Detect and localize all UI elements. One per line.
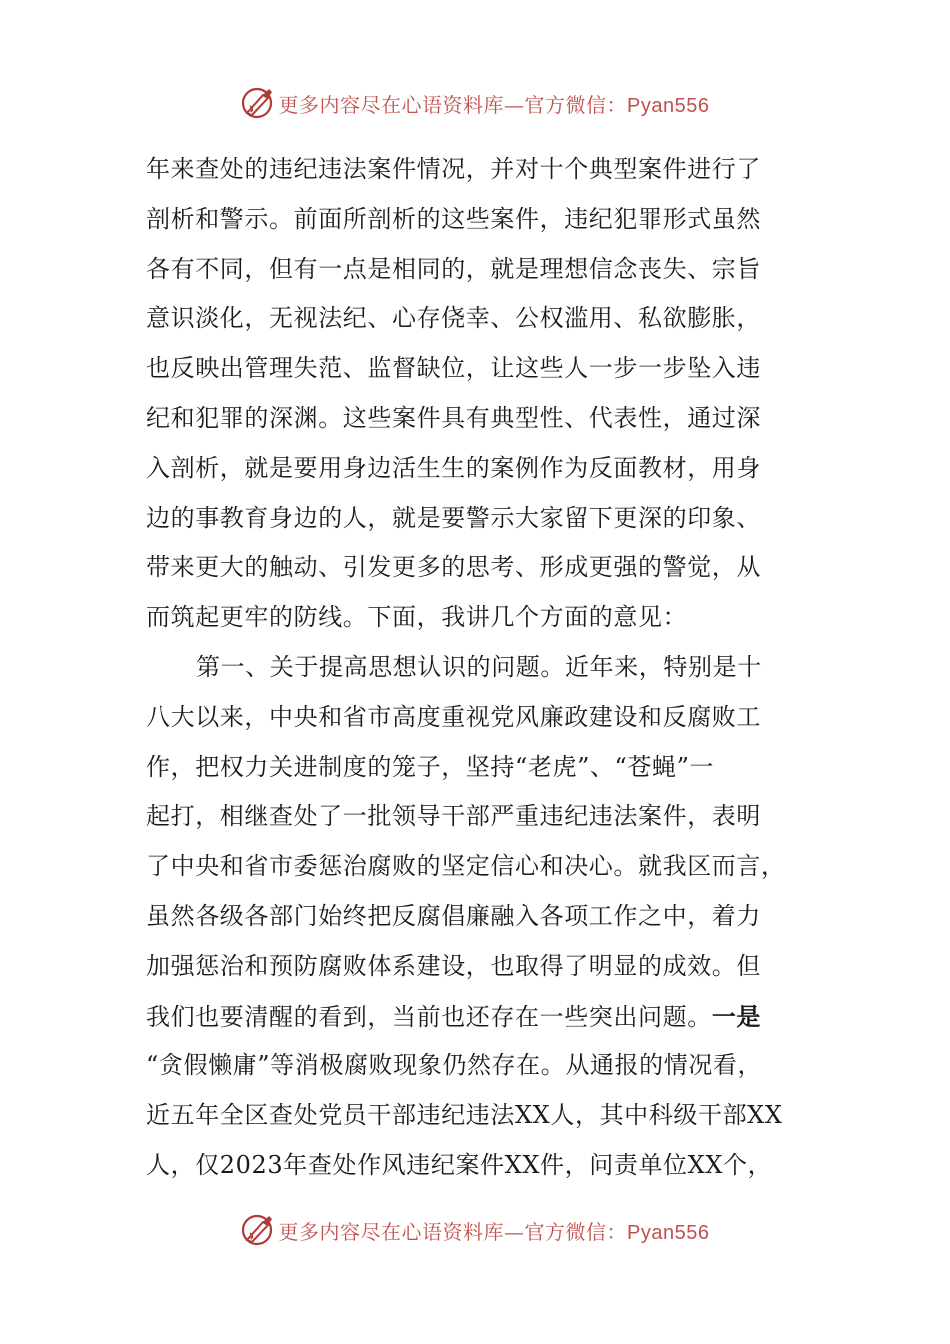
header-banner-text: 更多内容尽在心语资料库—官方微信：Pyan556 [278, 92, 710, 117]
footer-banner-text: 更多内容尽在心语资料库—官方微信：Pyan556 [278, 1219, 710, 1244]
body-line: 年来查处的违纪违法案件情况，并对十个典型案件进行了 [146, 155, 761, 183]
pen-logo-icon [241, 86, 275, 120]
body-line: 加强惩治和预防腐败体系建设，也取得了明显的成效。但 [146, 951, 761, 980]
body-line: 起打，相继查处了一批领导干部严重违纪违法案件，表明 [146, 802, 761, 831]
body-line: 人，仅2023年查处作风违纪案件XX件，问责单位XX个， [146, 1150, 773, 1179]
header-banner [0, 83, 950, 123]
body-line-paragraph-start: 第一、关于提高思想认识的问题。近年来，特别是十 [196, 652, 762, 681]
body-line: 八大以来，中央和省市高度重视党风廉政建设和反腐败工 [146, 702, 761, 731]
body-line: “贪假懒庸”等消极腐败现象仍然存在。从通报的情况看， [146, 1051, 763, 1080]
body-line: 虽然各级各部门始终把反腐倡廉融入各项工作之中，着力 [146, 901, 761, 930]
body-line: 而筑起更牢的防线。下面，我讲几个方面的意见： [146, 603, 688, 632]
body-line: 边的事教育身边的人，就是要警示大家留下更深的印象、 [146, 503, 761, 532]
pen-logo-icon [241, 1213, 275, 1247]
body-line: 带来更大的触动、引发更多的思考、形成更强的警觉，从 [146, 553, 761, 582]
body-line-with-bold [146, 992, 806, 1042]
header-wechat-id: Pyan556 [627, 94, 710, 117]
body-line: 剖析和警示。前面所剖析的这些案件，违纪犯罪形式虽然 [146, 204, 761, 233]
body-line: 也反映出管理失范、监督缺位，让这些人一步一步坠入违 [146, 354, 761, 383]
body-line: 纪和犯罪的深渊。这些案件具有典型性、代表性，通过深 [146, 403, 761, 432]
document-body [146, 145, 806, 1191]
footer-wechat-id: Pyan556 [627, 1221, 710, 1244]
body-line: 意识淡化，无视法纪、心存侥幸、公权滥用、私欲膨胀， [146, 304, 761, 333]
body-line: 入剖析，就是要用身边活生生的案例作为反面教材，用身 [146, 453, 761, 482]
bold-marker: 一是 [711, 1001, 762, 1031]
body-line: 近五年全区查处党员干部违纪违法XX人，其中科级干部XX [146, 1101, 783, 1130]
body-line: 作，把权力关进制度的笼子，坚持“老虎”、“苍蝇”一 [146, 752, 715, 781]
body-line: 了中央和省市委惩治腐败的坚定信心和决心。就我区而言， [146, 852, 786, 881]
body-line-text: 我们也要清醒的看到，当前也还存在一些突出问题。 [146, 1002, 712, 1031]
body-line: 各有不同，但有一点是相同的，就是理想信念丧失、宗旨 [146, 254, 761, 283]
footer-banner [0, 1210, 950, 1250]
